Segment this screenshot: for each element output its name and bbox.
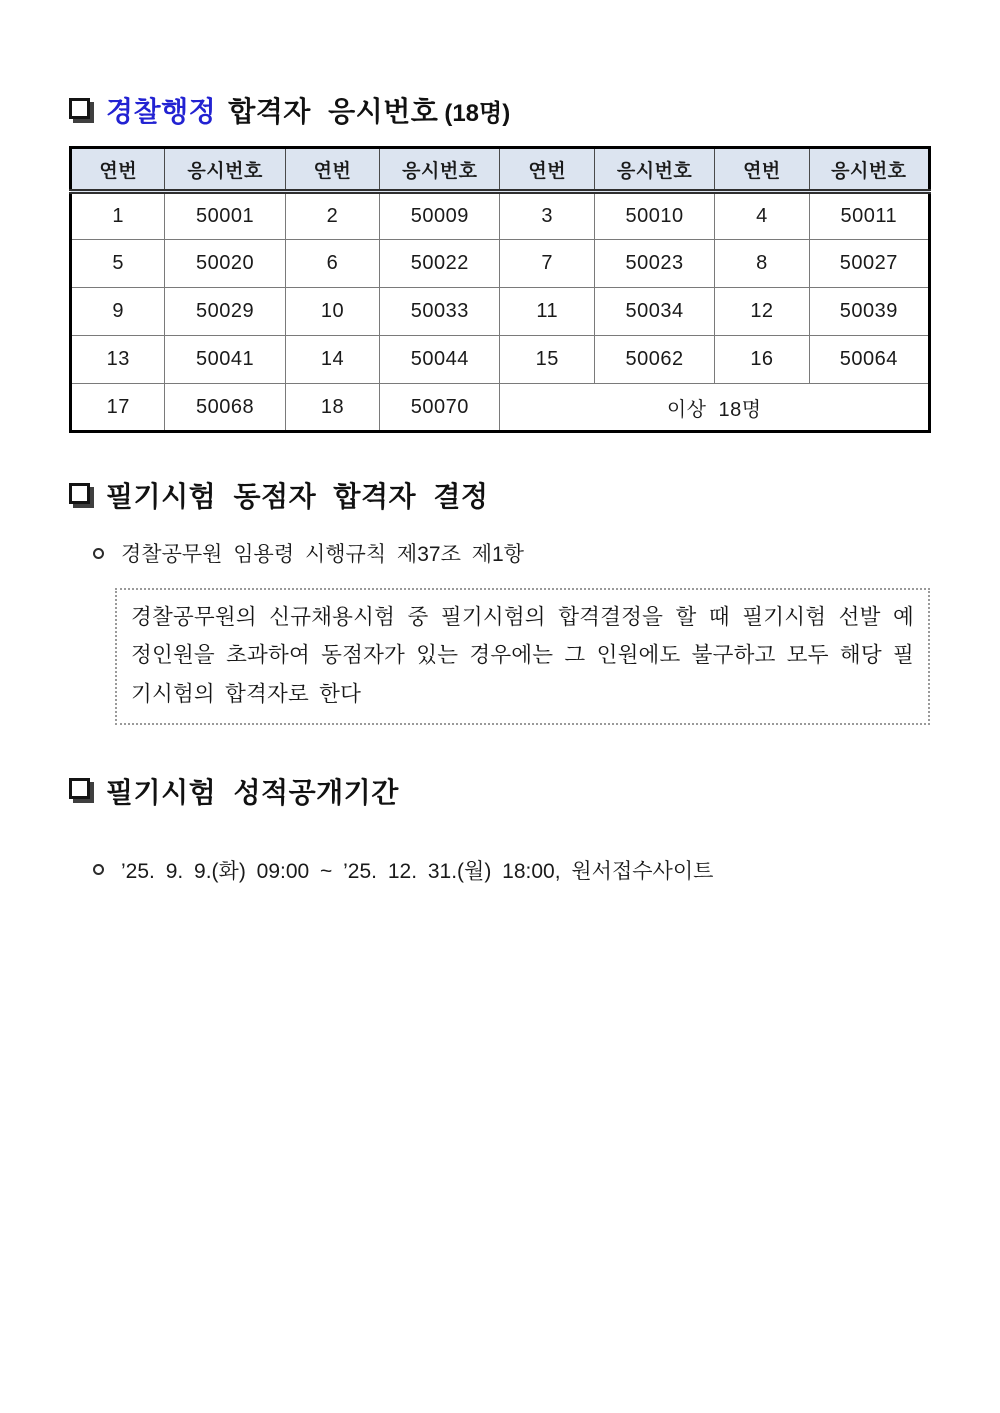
table-row bbox=[71, 336, 930, 384]
serial-cell: 6 bbox=[285, 240, 379, 288]
examno-cell: 50041 bbox=[165, 336, 285, 384]
col-header-serial: 연번 bbox=[500, 148, 594, 192]
score-open-period-text: ’25. 9. 9.(화) 09:00 ~ ’25. 12. 31.(월) 18:00, 원서접수사이트 bbox=[121, 859, 714, 883]
section2-title: 필기시험 동점자 합격자 결정 bbox=[106, 481, 489, 512]
examno-cell: 50011 bbox=[809, 192, 929, 240]
examno-cell: 50068 bbox=[165, 384, 285, 432]
serial-cell: 14 bbox=[285, 336, 379, 384]
col-header-examno: 응시번호 bbox=[165, 148, 285, 192]
section3-title: 필기시험 성적공개기간 bbox=[106, 776, 399, 808]
examno-cell: 50023 bbox=[594, 240, 714, 288]
examno-cell: 50010 bbox=[594, 192, 714, 240]
col-header-serial: 연번 bbox=[71, 148, 165, 192]
table-row bbox=[71, 192, 930, 240]
col-header-examno: 응시번호 bbox=[809, 148, 929, 192]
section1-title-count: (18명) bbox=[444, 99, 511, 127]
examno-cell: 50033 bbox=[380, 288, 500, 336]
section1-title-rest: 합격자 응시번호 bbox=[228, 96, 439, 127]
table-row bbox=[71, 240, 930, 288]
examno-cell: 50070 bbox=[380, 384, 500, 432]
table-row-last bbox=[71, 384, 930, 432]
serial-cell: 17 bbox=[71, 384, 165, 432]
examno-cell: 50039 bbox=[809, 288, 929, 336]
examno-cell: 50029 bbox=[165, 288, 285, 336]
serial-cell: 18 bbox=[285, 384, 379, 432]
pass-roster-table bbox=[69, 146, 931, 433]
serial-cell: 13 bbox=[71, 336, 165, 384]
square-bullet-icon bbox=[69, 778, 90, 799]
col-header-examno: 응시번호 bbox=[380, 148, 500, 192]
serial-cell: 2 bbox=[285, 192, 379, 240]
section2-bullet-text: 경찰공무원 임용령 시행규칙 제37조 제1항 bbox=[121, 543, 524, 566]
col-header-serial: 연번 bbox=[285, 148, 379, 192]
section2-heading bbox=[69, 475, 931, 515]
square-bullet-icon bbox=[69, 98, 90, 119]
square-bullet-icon bbox=[69, 483, 90, 504]
examno-cell: 50022 bbox=[380, 240, 500, 288]
examno-cell: 50020 bbox=[165, 240, 285, 288]
serial-cell: 15 bbox=[500, 336, 594, 384]
serial-cell: 4 bbox=[715, 192, 809, 240]
section3-heading bbox=[69, 771, 931, 811]
serial-cell: 16 bbox=[715, 336, 809, 384]
examno-cell: 50044 bbox=[380, 336, 500, 384]
serial-cell: 10 bbox=[285, 288, 379, 336]
serial-cell: 3 bbox=[500, 192, 594, 240]
serial-cell: 8 bbox=[715, 240, 809, 288]
serial-cell: 11 bbox=[500, 288, 594, 336]
section1-title-highlight: 경찰행정 bbox=[106, 96, 217, 127]
circle-bullet-icon bbox=[93, 864, 104, 875]
serial-cell: 9 bbox=[71, 288, 165, 336]
section3-bullet-line bbox=[93, 855, 931, 885]
serial-cell: 1 bbox=[71, 192, 165, 240]
table-row bbox=[71, 288, 930, 336]
regulation-quote-box bbox=[115, 588, 930, 725]
col-header-serial: 연번 bbox=[715, 148, 809, 192]
examno-cell: 50001 bbox=[165, 192, 285, 240]
examno-cell: 50064 bbox=[809, 336, 929, 384]
circle-bullet-icon bbox=[93, 548, 104, 559]
total-count-cell: 이상 18명 bbox=[500, 384, 930, 432]
examno-cell: 50034 bbox=[594, 288, 714, 336]
col-header-examno: 응시번호 bbox=[594, 148, 714, 192]
table-header-row bbox=[71, 148, 930, 192]
examno-cell: 50009 bbox=[380, 192, 500, 240]
serial-cell: 5 bbox=[71, 240, 165, 288]
serial-cell: 7 bbox=[500, 240, 594, 288]
examno-cell: 50027 bbox=[809, 240, 929, 288]
section2-bullet-line bbox=[93, 538, 931, 568]
serial-cell: 12 bbox=[715, 288, 809, 336]
examno-cell: 50062 bbox=[594, 336, 714, 384]
section1-heading bbox=[69, 90, 931, 130]
regulation-quote-text: 경찰공무원의 신규채용시험 중 필기시험의 합격결정을 할 때 필기시험 선발 예정인원을 초과하여 동점자가 있는 경우에는 그 인원에도 불구하고 모두 해당 필기시험의 합격자로 한다 bbox=[131, 605, 914, 706]
